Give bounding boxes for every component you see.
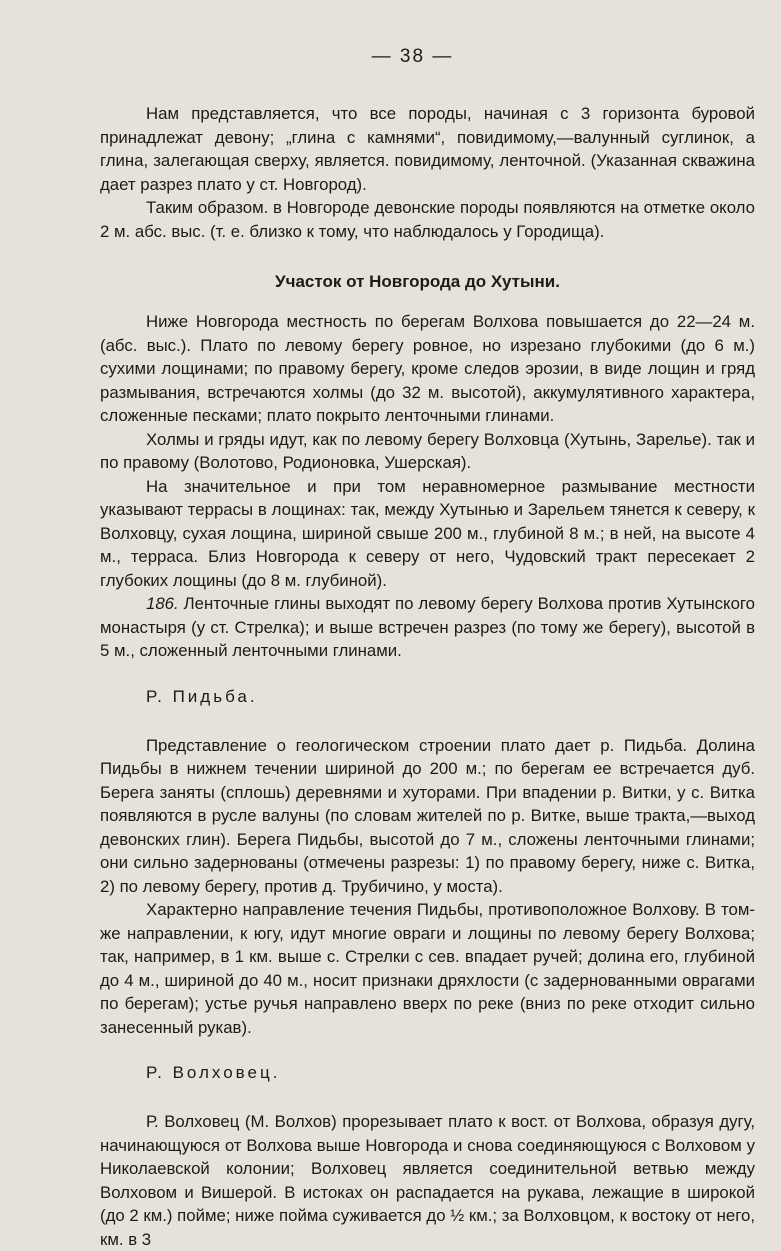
section-heading: Участок от Новгорода до Хутыни. xyxy=(275,272,560,291)
numbered-paragraph xyxy=(100,592,755,663)
paragraph: Нам представляется, что все породы, начиная с 3 горизонта буровой принадлежат девону; „глина с камнями“, повидимому,—валунный суглинок, а глина, залегающая сверху, является. повидимому, ленточной. (Указанная скважина дает разрез плато у ст. Новгород). xyxy=(100,104,755,194)
paragraph: На значительное и при том неравномерное размывание местности указывают террасы в лощинах: так, между Хутынью и Зарельем тянется к северу, к Волховцу, сухая лощина, шириной свыше 200 м., глубиной 8 м.; в ней, на высоте 4 м., терраса. Близ Новгорода к северу от него, Чудовский тракт пересекает 2 глубоких лощины (до 8 м. глубиной). xyxy=(100,476,755,590)
paragraph: Ниже Новгорода местность по берегам Волхова повышается до 22—24 м. (абс. выс.). Плато по левому берегу ровное, но изрезано глубокими (до 6 м.) сухими лощинами; по правому берегу, кроме следов эрозии, в виде лощин и гряд размывания, встречаются холмы (до 32 м. высотой), аккумулятивного характера, сложенные песками; плато покрыто ленточными глинами. xyxy=(100,312,755,425)
paragraph: Холмы и гряды идут, как по левому берегу Волховца (Хутынь, Зарелье). так и по правому (Волотово, Родионовка, Ушерская). xyxy=(100,429,755,472)
subsection-heading: Р. Пидьба. xyxy=(146,686,258,706)
paragraph: Р. Волховец (М. Волхов) прорезывает плато к вост. от Волхова, образуя дугу, начинающуюся от Волхова выше Новгорода и снова соединяющуюся с Волховом у Николаевской колонии; Волховец является соединительной ветвью между Волховом и Вишерой. В истоках он распадается на рукава, лежащие в широкой (до 2 км.) пойме; ниже пойма суживается до ½ км.; за Волховцом, к востоку от него, км. в 3 xyxy=(100,1112,755,1249)
paragraph-text: Ленточные глины выходят по левому берегу Волхова против Хутынского монастыря (у ст. Стрелка); и выше встречен разрез (по тому же берегу), высотой в 5 м., сложенный ленточными глинами. xyxy=(100,594,755,660)
paragraph-number: 186. xyxy=(146,594,179,613)
page-number: — 38 — xyxy=(371,46,454,67)
paragraph: Характерно направление течения Пидьбы, противоположное Волхову. В том-же направлении, к югу, идут многие овраги и лощины по левому берегу Волхова; так, например, в 1 км. выше с. Стрелки с сев. впадает ручей; долина его, глубиной до 4 м., шириной до 40 м., носит признаки дряхлости (с задернованными оврагами по берегам); устье ручья направлено вверх по реке (вниз по реке отходит сильно занесенный рукав). xyxy=(100,900,755,1037)
paragraph: Таким образом. в Новгороде девонские породы появляются на отметке около 2 м. абс. выс. (т. е. близко к тому, что наблюдалось у Городища). xyxy=(100,198,755,241)
paragraph: Представление о геологическом строении плато дает р. Пидьба. Долина Пидьбы в нижнем течении шириной до 200 м.; по берегам ее встречается дуб. Берега заняты (сплошь) деревнями и хуторами. При впадении р. Витки, у с. Витка появляются в русле валуны (по словам жителей по р. Витке, выше тракта,—выход девонских глин). Берега Пидьбы, высотой до 7 м., сложены ленточными глинами; они сильно задернованы (отмечены разрезы: 1) по правому берегу, ниже с. Витка, 2) по левому берегу, против д. Трубичино, у моста). xyxy=(100,735,755,896)
subsection-heading: Р. Волховец. xyxy=(146,1063,281,1082)
